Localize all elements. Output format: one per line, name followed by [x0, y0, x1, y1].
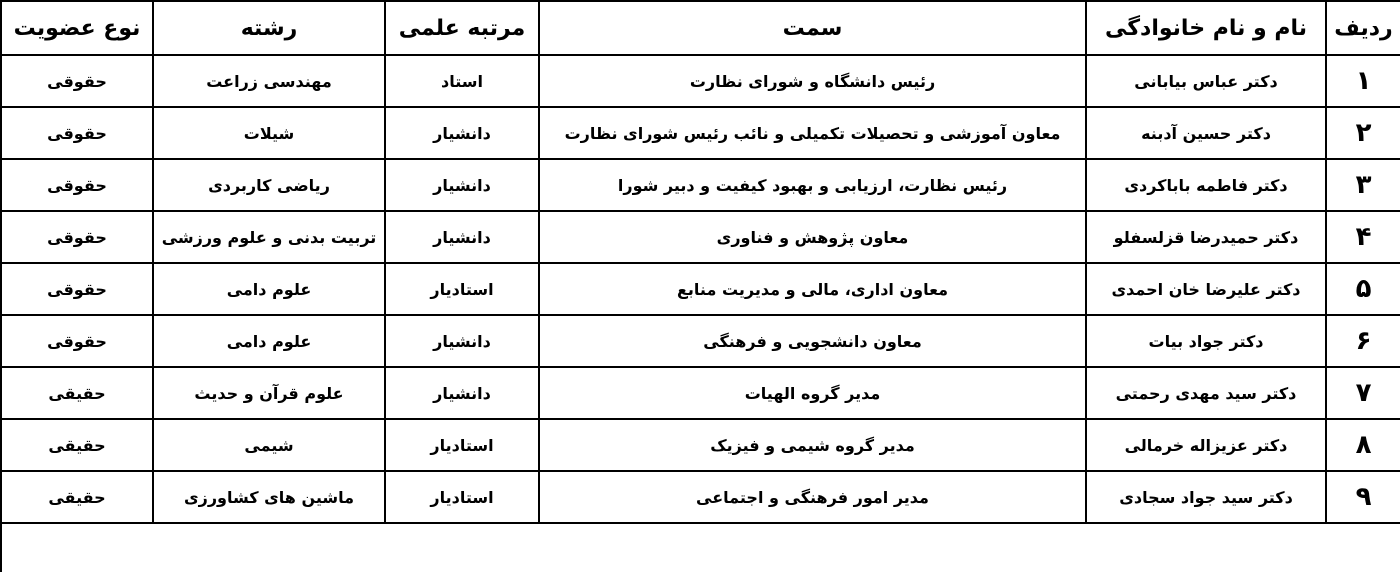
cell-full-name: دکتر حمیدرضا قزلسفلو: [1086, 211, 1326, 263]
cell-row-number: ۴: [1326, 211, 1400, 263]
cell-academic-rank: دانشیار: [385, 159, 539, 211]
cell-field: ماشین های کشاورزی: [153, 471, 385, 523]
cell-academic-rank: استاد: [385, 55, 539, 107]
cell-membership-type: حقیقی: [1, 367, 153, 419]
table-row: [1, 471, 1400, 523]
cell-full-name: دکتر عزیزاله خرمالی: [1086, 419, 1326, 471]
cell-academic-rank: دانشیار: [385, 367, 539, 419]
cell-membership-type: حقیقی: [1, 419, 153, 471]
cell-membership-type: حقوقی: [1, 159, 153, 211]
cell-field: تربیت بدنی و علوم ورزشی: [153, 211, 385, 263]
cell-row-number: ۸: [1326, 419, 1400, 471]
header-full-name: نام و نام خانوادگی: [1086, 1, 1326, 55]
cell-full-name: دکتر سید مهدی رحمتی: [1086, 367, 1326, 419]
cell-position: مدیر گروه شیمی و فیزیک: [539, 419, 1086, 471]
table-row: [1, 419, 1400, 471]
cell-membership-type: حقیقی: [1, 471, 153, 523]
cell-membership-type: حقوقی: [1, 211, 153, 263]
header-academic-rank: مرتبه علمی: [385, 1, 539, 55]
cell-position: معاون آموزشی و تحصیلات تکمیلی و نائب رئیس شورای نظارت: [539, 107, 1086, 159]
cell-row-number: ۳: [1326, 159, 1400, 211]
cell-field: علوم دامی: [153, 315, 385, 367]
cell-full-name: دکتر سید جواد سجادی: [1086, 471, 1326, 523]
header-membership-type: نوع عضویت: [1, 1, 153, 55]
table-row: [1, 211, 1400, 263]
cell-row-number: ۲: [1326, 107, 1400, 159]
cell-membership-type: حقوقی: [1, 107, 153, 159]
cell-membership-type: حقوقی: [1, 263, 153, 315]
cell-full-name: دکتر جواد بیات: [1086, 315, 1326, 367]
cell-full-name: دکتر عباس بیابانی: [1086, 55, 1326, 107]
table-header: [1, 1, 1400, 55]
table-row: [1, 159, 1400, 211]
table-row: [1, 315, 1400, 367]
cell-row-number: ۹: [1326, 471, 1400, 523]
cell-row-number: ۱: [1326, 55, 1400, 107]
cell-position: رئیس نظارت، ارزیابی و بهبود کیفیت و دبیر شورا: [539, 159, 1086, 211]
cell-academic-rank: استادیار: [385, 419, 539, 471]
cell-field: شیمی: [153, 419, 385, 471]
cell-position: معاون دانشجویی و فرهنگی: [539, 315, 1086, 367]
cell-full-name: دکتر حسین آدبنه: [1086, 107, 1326, 159]
header-row: [1, 1, 1400, 55]
cell-position: معاون اداری، مالی و مدیریت منابع: [539, 263, 1086, 315]
cell-membership-type: حقوقی: [1, 315, 153, 367]
cell-position: رئیس دانشگاه و شورای نظارت: [539, 55, 1086, 107]
cell-membership-type: حقوقی: [1, 55, 153, 107]
table-row: [1, 263, 1400, 315]
cell-academic-rank: استادیار: [385, 471, 539, 523]
cell-full-name: دکتر علیرضا خان احمدی: [1086, 263, 1326, 315]
cell-academic-rank: استادیار: [385, 263, 539, 315]
cell-position: مدیر گروه الهیات: [539, 367, 1086, 419]
cell-academic-rank: دانشیار: [385, 315, 539, 367]
table-row: [1, 55, 1400, 107]
table-body: [1, 55, 1400, 523]
cell-row-number: ۶: [1326, 315, 1400, 367]
cell-field: علوم قرآن و حدیث: [153, 367, 385, 419]
header-row-number: ردیف: [1326, 1, 1400, 55]
cell-field: شیلات: [153, 107, 385, 159]
cell-position: مدیر امور فرهنگی و اجتماعی: [539, 471, 1086, 523]
cell-row-number: ۷: [1326, 367, 1400, 419]
table-row: [1, 367, 1400, 419]
cell-academic-rank: دانشیار: [385, 211, 539, 263]
cell-field: مهندسی زراعت: [153, 55, 385, 107]
cell-field: ریاضی کاربردی: [153, 159, 385, 211]
table-row: [1, 107, 1400, 159]
cell-field: علوم دامی: [153, 263, 385, 315]
cell-position: معاون پژوهش و فناوری: [539, 211, 1086, 263]
cell-row-number: ۵: [1326, 263, 1400, 315]
cell-academic-rank: دانشیار: [385, 107, 539, 159]
cell-full-name: دکتر فاطمه باباکردی: [1086, 159, 1326, 211]
header-field: رشته: [153, 1, 385, 55]
header-position: سمت: [539, 1, 1086, 55]
